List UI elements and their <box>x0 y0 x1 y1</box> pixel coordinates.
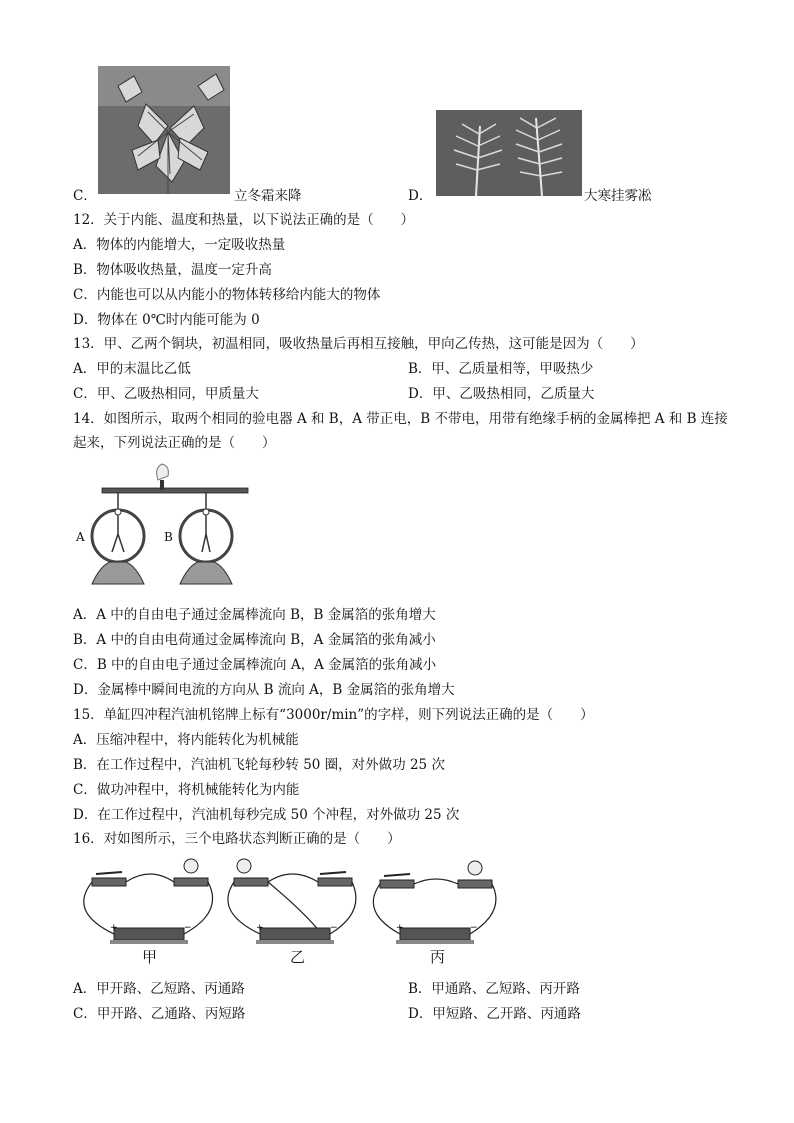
q15-option-c: C．做功冲程中，将机械能转化为内能 <box>73 782 300 798</box>
circuit-jia-diagram <box>84 859 213 944</box>
q14-option-b: B．A 中的自由电荷通过金属棒流向 B，A 金属箔的张角减小 <box>73 632 436 648</box>
circuit-figure <box>74 852 506 970</box>
q14-stem-line2: 起来，下列说法正确的是（ ） <box>73 435 276 451</box>
q15-option-a: A．压缩冲程中，将内能转化为机械能 <box>73 732 299 748</box>
q14-stem-line1: 14．如图所示，取两个相同的验电器 A 和 B，A 带正电，B 不带电，用带有绝缘手柄的金属棒把 A 和 B 连接 <box>73 411 728 427</box>
option-c-label: C． <box>73 188 97 204</box>
q16-option-b: B．甲通路、乙短路、丙开路 <box>408 981 580 997</box>
electroscope-a-label: A <box>76 530 85 544</box>
q14-option-a: A．A 中的自由电子通过金属棒流向 B，B 金属箔的张角增大 <box>73 607 436 623</box>
circuit-bing-label: 丙 <box>430 948 446 966</box>
rime-pine-photo <box>436 110 582 196</box>
frost-leaves-photo <box>98 66 230 194</box>
q14-option-d: D．金属棒中瞬间电流的方向从 B 流向 A，B 金属箔的张角增大 <box>73 682 455 698</box>
svg-text:+: + <box>110 923 118 933</box>
q16-option-c: C．甲开路、乙通路、丙短路 <box>73 1006 246 1022</box>
q12-stem: 12．关于内能、温度和热量，以下说法正确的是（ ） <box>73 212 415 228</box>
option-d-label: D． <box>408 188 433 204</box>
circuit-bing-diagram <box>373 861 496 944</box>
electroscope-figure <box>74 462 264 588</box>
svg-text:−: − <box>470 923 478 933</box>
q13-stem: 13．甲、乙两个铜块，初温相同，吸收热量后再相互接触，甲向乙传热，这可能是因为（ ） <box>73 336 644 352</box>
option-d-caption: 大寒挂雾凇 <box>584 188 652 204</box>
svg-text:−: − <box>184 923 192 933</box>
svg-text:+: + <box>256 923 264 933</box>
q16-option-a: A．甲开路、乙短路、丙通路 <box>73 981 245 997</box>
q12-option-a: A．物体的内能增大，一定吸收热量 <box>73 237 286 253</box>
q12-option-b: B．物体吸收热量，温度一定升高 <box>73 262 272 278</box>
electroscope-b-label: B <box>164 530 173 544</box>
q15-option-d: D．在工作过程中，汽油机每秒完成 50 个冲程，对外做功 25 次 <box>73 807 460 823</box>
q13-option-d: D．甲、乙吸热相同，乙质量大 <box>408 386 595 402</box>
q15-option-b: B．在工作过程中，汽油机飞轮每秒转 50 圈，对外做功 25 次 <box>73 757 445 773</box>
circuit-yi-label: 乙 <box>290 948 306 966</box>
q15-stem: 15．单缸四冲程汽油机铭牌上标有“3000r/min”的字样，则下列说法正确的是（ ） <box>73 707 594 723</box>
svg-text:+: + <box>396 923 404 933</box>
option-c-caption: 立冬霜来降 <box>234 188 302 204</box>
circuit-jia-label: 甲 <box>142 948 158 966</box>
q12-option-c: C．内能也可以从内能小的物体转移给内能大的物体 <box>73 287 381 303</box>
q12-option-d: D．物体在 0℃时内能可能为 0 <box>73 312 260 328</box>
q16-stem: 16．对如图所示，三个电路状态判断正确的是（ ） <box>73 831 401 847</box>
q13-option-c: C．甲、乙吸热相同，甲质量大 <box>73 386 259 402</box>
svg-text:−: − <box>330 923 338 933</box>
q14-option-c: C．B 中的自由电子通过金属棒流向 A，A 金属箔的张角减小 <box>73 657 437 673</box>
q16-option-d: D．甲短路、乙开路、丙通路 <box>408 1006 581 1022</box>
circuit-yi-diagram <box>228 859 356 944</box>
q13-option-a: A．甲的末温比乙低 <box>73 361 191 377</box>
q13-option-b: B．甲、乙质量相等，甲吸热少 <box>408 361 594 377</box>
